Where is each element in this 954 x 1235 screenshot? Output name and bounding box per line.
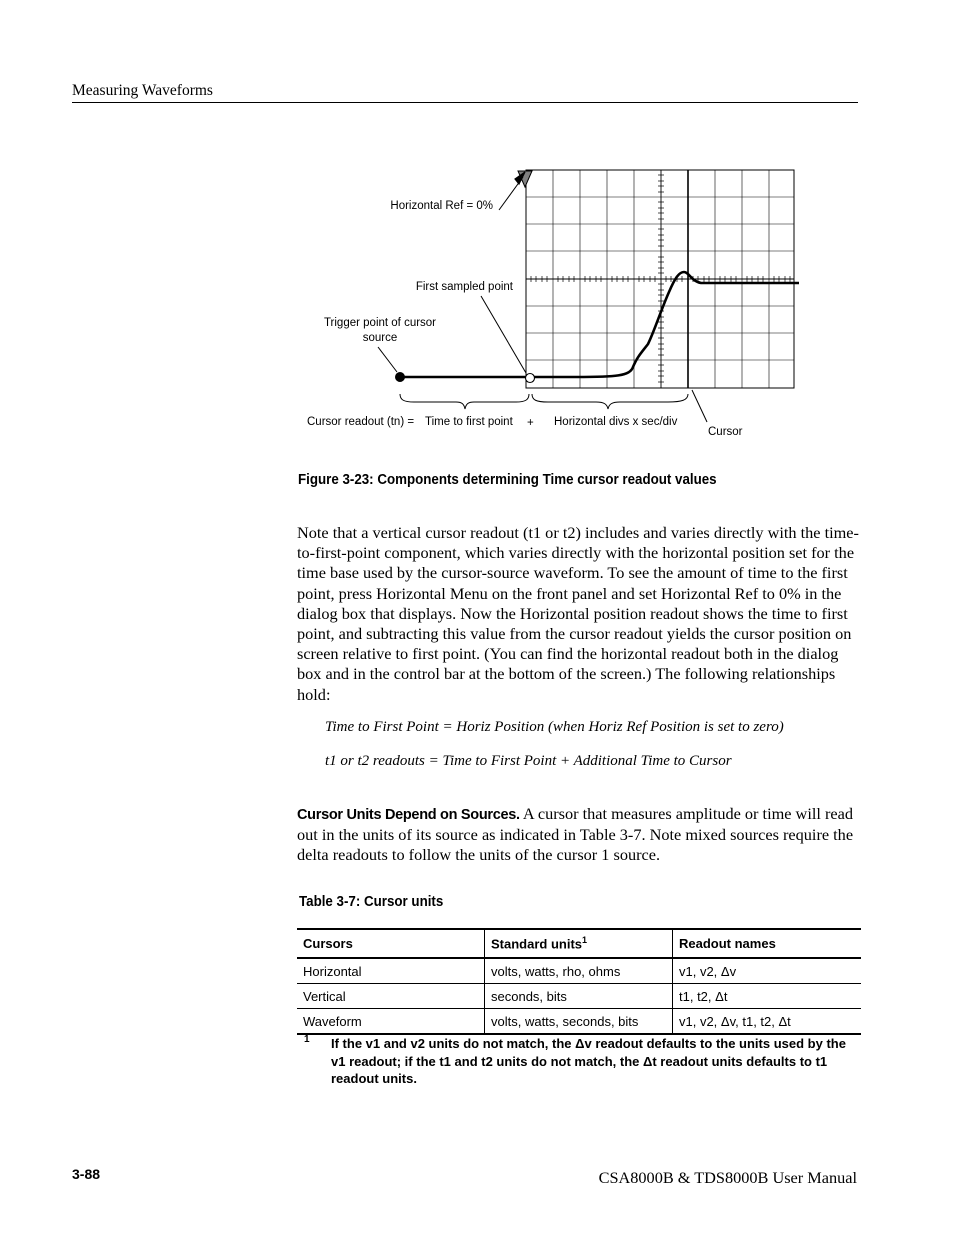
page-number: 3-88 — [72, 1166, 101, 1182]
cell-readout-names: v1, v2, Δv — [673, 958, 862, 984]
cell-standard-units: volts, watts, rho, ohms — [485, 958, 673, 984]
header-standard-units — [485, 929, 673, 958]
table-caption: Table 3-7: Cursor units — [299, 894, 444, 910]
label-horizontal-ref: Horizontal Ref = 0% — [390, 200, 493, 212]
footnote-reference: 1 — [582, 935, 588, 946]
table-row — [297, 1009, 861, 1035]
label-cursor: Cursor — [708, 426, 743, 438]
cell-cursors: Waveform — [297, 1009, 485, 1035]
table-row — [297, 958, 861, 984]
label-plus: + — [527, 417, 534, 429]
body-paragraph: Note that a vertical cursor readout (t1 or t2) includes and varies directly with the time-to-first-point component, which varies directly with the horizontal position set for the time base used by the cursor-source waveform. To see the amount of time to the first point, press Horizontal Menu on the front panel and set Horizontal Ref to 0% in the dialog box that displays. Now the Horizontal position readout shows the time to first point, and subtracting this value from the cursor readout yields the cursor position on screen relative to first point. (You can find the horizontal readout both in the dialog box and in the control bar at the bottom of the screen.) The following relationships hold: — [297, 523, 859, 704]
header-rule — [72, 102, 858, 103]
graticule — [526, 170, 794, 388]
cursor-units-heading: Cursor Units Depend on Sources. — [297, 807, 520, 823]
first-sampled-point-marker — [526, 374, 535, 383]
cursor-units-paragraph — [297, 804, 859, 866]
header-standard-units-label: Standard units — [491, 936, 583, 952]
label-first-sampled-point: First sampled point — [415, 281, 513, 293]
cursor-units-table — [297, 928, 861, 1035]
cursor-units-text: A cursor that measures amplitude or time will read out in the units of its source as indicated in Table 3-7. Note mixed sources require the delta readouts to follow the units of the cursor 1 source. — [297, 804, 854, 865]
manual-title: CSA8000B & TDS8000B User Manual — [598, 1168, 857, 1187]
cell-standard-units: seconds, bits — [485, 984, 673, 1009]
table-footnote: If the v1 and v2 units do not match, the Δv readout defaults to the units used by the v1 readout; if the t1 and t2 units do not match, the Δt readout units defaults to t1 readout units. — [331, 1036, 846, 1086]
figure-time-cursor-components — [296, 160, 806, 450]
label-horizontal-divs: Horizontal divs x sec/div — [554, 416, 678, 428]
header-readout-names: Readout names — [673, 929, 862, 958]
label-trigger-point-line2: source — [362, 332, 398, 344]
trigger-point-marker — [395, 372, 405, 382]
label-time-to-first-point: Time to first point — [425, 416, 513, 428]
formula-time-to-first-point: Time to First Point = Horiz Position (when Horiz Ref Position is set to zero) — [325, 719, 784, 735]
label-cursor-readout: Cursor readout (tn) = — [307, 416, 415, 428]
cell-readout-names: t1, t2, Δt — [673, 984, 862, 1009]
brace-time-to-first-point — [400, 394, 529, 409]
cell-cursors: Horizontal — [297, 958, 485, 984]
figure-caption: Figure 3-23: Components determining Time cursor readout values — [298, 472, 717, 488]
cell-cursors: Vertical — [297, 984, 485, 1009]
cell-standard-units: volts, watts, seconds, bits — [485, 1009, 673, 1035]
table-row — [297, 984, 861, 1009]
leader-lines — [378, 177, 707, 422]
brace-horizontal-divs — [532, 394, 688, 409]
label-trigger-point-line1: Trigger point of cursor — [323, 317, 437, 329]
footnote-mark: 1 — [304, 1034, 310, 1045]
cell-readout-names: v1, v2, Δv, t1, t2, Δt — [673, 1009, 862, 1035]
table-header-row — [297, 929, 861, 958]
formula-cursor-readouts: t1 or t2 readouts = Time to First Point + Additional Time to Cursor — [325, 753, 732, 769]
header-cursors: Cursors — [297, 929, 485, 958]
running-header: Measuring Waveforms — [72, 82, 213, 99]
